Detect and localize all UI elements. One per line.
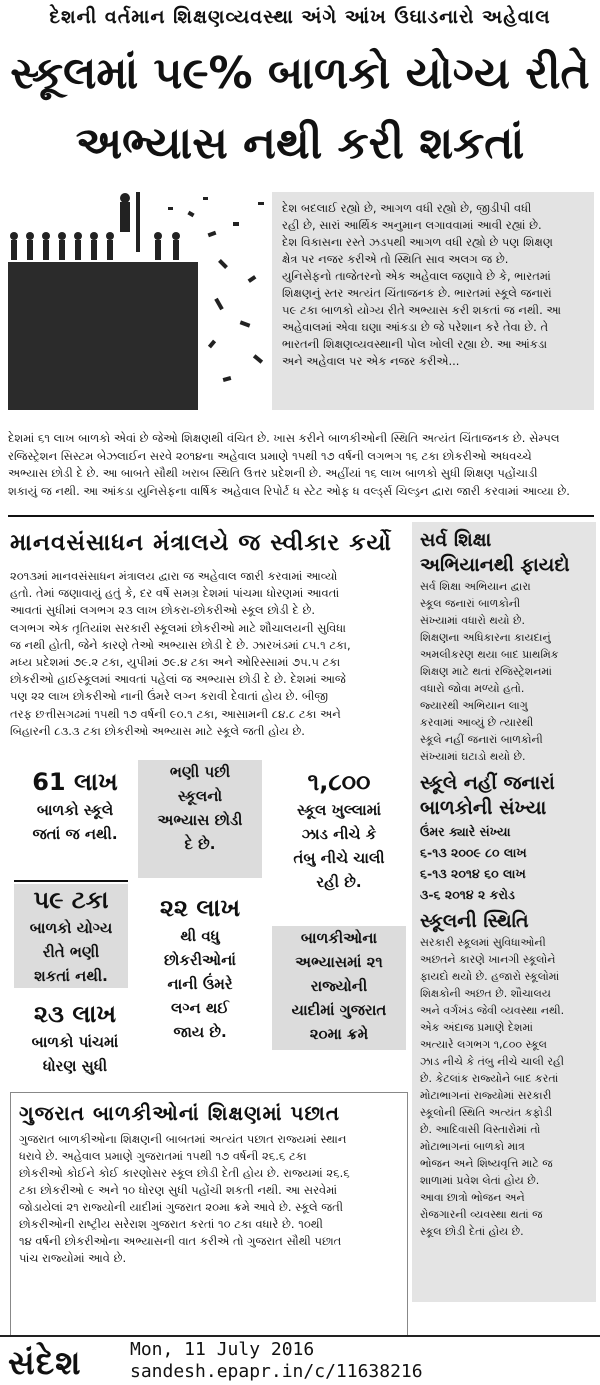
sidebar-line: અમલીકરણ થયા બાદ પ્રાથમિક [420, 648, 559, 661]
ministry-section [10, 530, 402, 740]
stat-text: છોકરીઓનાં [164, 951, 236, 969]
intro-panel [272, 192, 594, 410]
sidebar-line: મોટાભાગનાં રાજ્યોમાં સરકારી [420, 1089, 552, 1102]
sidebar-line: શિક્ષણના અધિકારના કાયદાનું [420, 631, 551, 644]
sidebar-line: સ્કૂલ જનારાં બાળકોની [420, 597, 521, 610]
sidebar-line: છે. આદિવાસી વિસ્તારોમાં તો [420, 1123, 541, 1136]
sidebar-line: મોટાભાગનાં બાળકો માત્ર [420, 1140, 525, 1153]
divider [8, 515, 594, 517]
stat-61-lakh [14, 766, 136, 882]
stat-1800 [270, 766, 408, 906]
stat-text: લગ્ન થઈ [170, 999, 229, 1017]
stat-23-lakh [14, 998, 136, 1088]
stat-value: ૫૯ ટકા [33, 886, 109, 914]
stat-text: બાળકો યોગ્ય [29, 919, 113, 937]
stat-text: રહી છે. [316, 873, 362, 891]
stat-text: રીતે ભણી [42, 943, 100, 961]
stat-text: બાળકો સ્કૂલે [36, 801, 114, 819]
ministry-line: બિહારની ૮૩.૩ ટકા છોકરીઓ અભ્યાસ માટે સ્કૂલે જતી હોય છે. [10, 723, 305, 738]
stat-text: જાય છે. [173, 1023, 227, 1041]
sidebar-line: છે. કેટલાંક રાજ્યોને બાદ કરતાં [420, 1072, 559, 1085]
edition-date: Mon, 11 July 2016 [130, 1339, 315, 1360]
table-row: ૩-૬ ૨૦૧૪ ૨ કરોડ [420, 887, 515, 902]
ministry-heading: માનવસંસાધન મંત્રાલયે જ સ્વીકાર કર્યો [10, 530, 392, 556]
para-line: દેશમાં ૬૧ લાખ બાળકો એવાં છે જેઓ શિક્ષણથી વંચિત છે. ખાસ કરીને બાળકીઓની સ્થિતિ અત્યંત ચિંતાજનક છે. સેમ્પલ [8, 431, 560, 445]
gujarat-section [10, 1092, 408, 1337]
headline-line-1: સ્કૂલમાં ૫૯% બાળકો યોગ્ય રીતે [10, 48, 590, 99]
stat-59-percent [14, 884, 128, 988]
stat-text: દે છે. [184, 835, 216, 853]
sidebar-line: રોજગારની વ્યવસ્થા થતાં જ [420, 1208, 543, 1221]
ministry-line: લગભગ એક તૃતિયાંશ સરકારી સ્કૂલમાં છોકરીઓ માટે શૌચાલયની સુવિધા [10, 620, 346, 635]
gujarat-line: ધરાવે છે. અહેવાલ પ્રમાણે ગુજરાતમાં ૧૫થી ૧૭ વર્ષની ૨૬.૬ ટકા [19, 1149, 307, 1163]
sidebar [412, 522, 596, 1302]
sidebar-line: સ્કૂલોની સ્થિતિ અત્યંત કફોડી [420, 1106, 553, 1119]
sidebar-heading: સ્કૂલની સ્થિતિ [420, 910, 529, 932]
footer [0, 1335, 600, 1385]
sidebar-text [420, 578, 588, 765]
stat-text: ૨૦મા ક્રમે [309, 1025, 369, 1043]
gujarat-line: ટકા છોકરીઓ ૯ અને ૧૦ ધોરણ સુધી પહોંચી શકતી નથી. આ સરવેમાં [19, 1183, 338, 1197]
stat-text: ભણી પછી [169, 763, 231, 781]
intro-line: ભારતની શિક્ષણવ્યવસ્થાની પોલ ખોલી રહ્યા છે. આ આંકડા [282, 337, 548, 351]
gujarat-line: ગુજરાત બાળકીઓના શિક્ષણની બાબતમાં અત્યંત પછાત રાજ્યમાં સ્થાન [19, 1132, 347, 1146]
stat-text: જતાં જ નથી. [32, 825, 118, 843]
stat-text: અભ્યાસ છોડી [157, 811, 243, 829]
sidebar-line: આવા છાત્રો ભોજન અને [420, 1191, 525, 1204]
gujarat-body [19, 1131, 399, 1267]
stat-text: નાની ઉંમરે [167, 975, 233, 993]
stat-text: બાળકીઓના [300, 929, 378, 947]
table-row: ૬-૧૩ ૨૦૧૪ ૬૦ લાખ [420, 866, 526, 881]
gujarat-line: જોડાયેલાં ૨૧ રાજ્યોની યાદીમાં ગુજરાત ૨૦મા ક્રમે આવે છે. સ્કૂલે જતી [19, 1200, 344, 1214]
ministry-line: તરફ છત્તીસગઢમાં ૧૫થી ૧૭ વર્ષની ૯૦.૧ ટકા, આસામની ૮૪.૮ ટકા અને [10, 706, 341, 721]
main-paragraph [8, 430, 594, 500]
stat-value: ૨૨ લાખ [159, 894, 241, 922]
ministry-line: હતો. તેમાં જણાવાયું હતું કે, દર વર્ષે સમગ્ર દેશમાં પાંચમા ધોરણમાં આવતાં [10, 586, 340, 601]
stat-dropout [138, 760, 262, 878]
sidebar-text [420, 934, 588, 1240]
sidebar-heading: સર્વ શિક્ષા [420, 529, 492, 551]
ministry-line: આવતાં સુધીમાં લગભગ ૨૩ લાખ છોકરા-છોકરીઓ સ્કૂલ છોડી દે છે. [10, 603, 316, 618]
ministry-body [10, 568, 402, 740]
intro-line: યુનિસેફનો તાજેતરનો એક અહેવાલ જણાવે છે કે, ભારતમાં [282, 269, 551, 283]
stat-text: બાળકો પાંચમાં [31, 1033, 119, 1051]
sidebar-heading: અભિયાનથી ફાયદો [420, 554, 570, 576]
sidebar-line: અછતને કારણે ખાનગી સ્કૂલોને [420, 953, 556, 966]
stat-text: સ્કૂલ ખુલ્લામાં [297, 801, 381, 819]
sandesh-logo: સંદેશ [8, 1343, 82, 1382]
intro-line: ૫૯ ટકા બાળકો યોગ્ય રીતે અભ્યાસ કરી શકતાં જ નથી. આ [282, 303, 562, 317]
intro-line: દેશ વિકાસના રસ્તે ઝડપથી આગળ વધી રહ્યો છે પણ શિક્ષણ [282, 235, 553, 249]
intro-line: શિક્ષણનું સ્તર અત્યંત ચિંતાજનક છે. ભારતમાં સ્કૂલે જનારાં [282, 286, 552, 300]
para-line: શકાયું જ નથી. આ આંકડા યુનિસેફના વાર્ષિક અહેવાલ રિપોર્ટ ધ સ્ટેટ ઓફ ધ વર્લ્ડ્સ ચિલ્ડ્રન દ્વારા જારી કરવામાં આવ્યા છે. [8, 483, 570, 498]
sidebar-line: એક અંદાજ પ્રમાણે દેશમાં [420, 1021, 533, 1034]
sidebar-line: જ્યારથી અભિયાન લાગુ [420, 699, 528, 712]
sidebar-table [420, 821, 588, 905]
sidebar-line: અને વર્ગખંડ જેવી વ્યવસ્થા નથી. [420, 1004, 565, 1017]
sidebar-line: સર્વ શિક્ષા અભિયાન દ્વારા [420, 580, 531, 593]
sidebar-line: શિક્ષકોની અછત છે. શૌચાલય [420, 987, 551, 1000]
para-line: રજિસ્ટ્રેશન સિસ્ટમ બેઝલાઈન સરવે ૨૦૧૪ના અહેવાલ પ્રમાણે ૧૫થી ૧૭ વર્ષની લગભગ ૧૬ ટકા છોકરીઓ અધવચ્ચે [8, 448, 532, 463]
stat-value: 61 લાખ [32, 768, 118, 796]
intro-line: દેશ બદલાઈ રહ્યો છે, આગળ વધી રહ્યો છે, જીડીપી વધી [282, 201, 532, 215]
stat-22-lakh [138, 892, 262, 1082]
stat-divider [14, 880, 128, 882]
stat-text: ધોરણ સુધી [42, 1057, 108, 1075]
sidebar-heading: સ્કૂલે નહીં જનારાં [420, 772, 555, 794]
sidebar-line: વધારો જોવા મળ્યો હતો. [420, 682, 525, 695]
intro-line: રહી છે, સારાં આર્થિક અનુમાન લગાવવામાં આવી રહ્યાં છે. [282, 218, 542, 232]
gujarat-line: પાંચ રાજ્યોમાં આવે છે. [19, 1251, 127, 1265]
gujarat-line: છોકરીઓની રાષ્ટ્રીય સરેરાશ ગુજરાત કરતાં ૧૦ ટકા વધારે છે. ૧૦થી [19, 1217, 323, 1231]
sidebar-line: સંખ્યામાં ઘટાડો થયો છે. [420, 750, 526, 763]
ministry-line: છોકરીઓ હાઈસ્કૂલમાં આવતાં પહેલાં જ અભ્યાસ છોડી દે છે. દેશમાં આજે [10, 672, 346, 687]
stat-text: અભ્યાસમાં ૨૧ [295, 953, 383, 971]
para-line: અભ્યાસ છોડી દે છે. આ બાબતે સૌથી ખરાબ સ્થિતિ ઉત્તર પ્રદેશની છે. અહીંયાં ૧૬ લાખ બાળકો સુધી શિક્ષણ પહોંચાડી [8, 466, 538, 480]
headline-line-2: અભ્યાસ નથી કરી શકતાં [75, 118, 525, 169]
sidebar-line: શિક્ષણ માટે થતાં રજિસ્ટ્રેશનમાં [420, 665, 552, 678]
ministry-line: પણ ૨૨ લાખ છોકરીઓ નાની ઉંમરે લગ્ન કરાવી દેવાતાં હોય છે. બીજી [10, 689, 329, 704]
kicker: દેશની વર્તમાન શિક્ષણવ્યવસ્થા અંગે આંખ ઉઘાડનારો અહેવાલ [49, 6, 551, 28]
stat-value: ૧,૮૦૦ [307, 768, 371, 796]
ministry-line: મધ્ય પ્રદેશમાં ૭૯.૨ ટકા, યુપીમાં ૭૯.૪ ટકા અને ઓરિસ્સામાં ૭૫.૫ ટકા [10, 655, 341, 670]
table-header: ઉંમર ક્યારે સંખ્યા [420, 824, 511, 839]
stat-text: તંબુ નીચે ચાલી [293, 849, 385, 867]
table-row: ૬-૧૩ ૨૦૦૯ ૮૦ લાખ [420, 845, 527, 860]
intro-line: ક્ષેત્ર પર નજર કરીએ તો સ્થિતિ સાવ અલગ જ છે. [282, 252, 509, 266]
sidebar-heading: બાળકોની સંખ્યા [420, 797, 547, 819]
gujarat-heading: ગુજરાત બાળકીઓનાં શિક્ષણમાં પછાત [19, 1101, 341, 1125]
sidebar-line: અત્યારે લગભગ ૧,૮૦૦ સ્કૂલ [420, 1038, 547, 1051]
sidebar-line: કરવામાં આવ્યું છે ત્યારથી [420, 716, 534, 729]
ministry-line: ૨૦૧૩માં માનવસંસાધન મંત્રાલય દ્વારા જ અહેવાલ જારી કરવામાં આવ્યો [10, 569, 338, 583]
sidebar-line: ભોજન અને શિષ્યવૃત્તિ માટે જ [420, 1157, 553, 1170]
sidebar-line: સરકારી સ્કૂલમાં સુવિધાઓની [420, 936, 546, 949]
stat-text: ઝાડ નીચે કે [301, 825, 377, 843]
gujarat-line: ૧૪ વર્ષની છોકરીઓના અભ્યાસની વાત કરીએ તો ગુજરાત સૌથી પછાત [19, 1234, 342, 1248]
stat-text: સ્કૂલનો [177, 787, 223, 805]
sidebar-line: સ્કૂલે નહીં જનારાં બાળકોની [420, 733, 543, 746]
ministry-line: જ નથી હોતી, જેને કારણે તેઓ અભ્યાસ છોડી દે છે. ઝારખંડમાં ૮૫.૧ ટકા, [10, 637, 351, 652]
sidebar-line: ફાયદો થયો છે. હજારો સ્કૂલોમાં [420, 970, 560, 983]
stat-text: રાજ્યોની [310, 977, 368, 995]
intro-line: અને અહેવાલ પર એક નજર કરીએ... [282, 354, 460, 368]
gujarat-line: છોકરીઓ કોઈને કોઈ કારણોસર સ્કૂલ છોડી દેતી હોય છે. રાજ્યમાં ૨૬.૬ [19, 1166, 350, 1180]
intro-line: અહેવાલમાં એવા ઘણા આંકડા છે જે પરેશાન કરે તેવા છે. તે [282, 320, 549, 334]
sidebar-line: સ્કૂલ છોડી દેતાં હોય છે. [420, 1225, 524, 1238]
illustration [8, 192, 270, 410]
epaper-url[interactable]: sandesh.epapr.in/c/11638216 [130, 1361, 423, 1382]
stat-text: થી વધુ [180, 927, 220, 945]
stat-text: યાદીમાં ગુજરાત [291, 1001, 387, 1019]
sidebar-line: શાળામાં પ્રવેશ લેતાં હોય છે. [420, 1174, 540, 1187]
stat-text: શકતાં નથી. [34, 967, 108, 985]
sidebar-line: ઝાડ નીચે કે તંબુ નીચે ચાલી રહી [420, 1055, 564, 1068]
stat-gujarat-rank [272, 926, 406, 1050]
stat-value: ૨૩ લાખ [33, 1000, 117, 1028]
sidebar-line: સંખ્યામાં વધારો થયો છે. [420, 614, 526, 627]
